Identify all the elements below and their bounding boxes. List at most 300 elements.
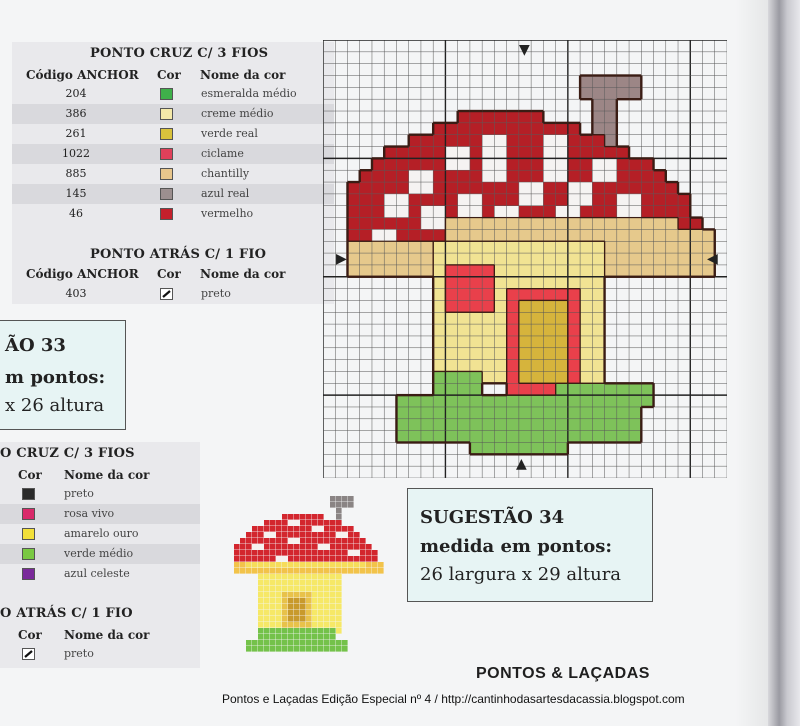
preview-stitch bbox=[246, 562, 252, 568]
stitch-cell bbox=[531, 360, 543, 372]
anchor-code: 885 bbox=[65, 167, 87, 180]
legend-row bbox=[12, 144, 334, 164]
stitch-cell bbox=[519, 289, 531, 301]
stitch-cell bbox=[580, 395, 592, 407]
stitch-cell bbox=[543, 383, 555, 395]
stitch-cell bbox=[629, 407, 641, 419]
legend-row bbox=[12, 124, 334, 144]
preview-stitch bbox=[306, 622, 312, 628]
stitch-cell bbox=[617, 419, 629, 431]
stitch-cell bbox=[592, 360, 604, 372]
preview-stitch bbox=[288, 514, 294, 520]
stitch-cell bbox=[458, 360, 470, 372]
stitch-cell bbox=[433, 289, 445, 301]
stitch-cell bbox=[396, 241, 408, 253]
preview-stitch bbox=[288, 574, 294, 580]
stitch-cell bbox=[580, 135, 592, 147]
stitch-cell bbox=[470, 324, 482, 336]
stitch-cell bbox=[445, 395, 457, 407]
color-swatch bbox=[160, 108, 173, 120]
preview-stitch bbox=[288, 598, 294, 604]
preview-stitch bbox=[258, 646, 264, 652]
preview-stitch bbox=[270, 604, 276, 610]
stitch-cell bbox=[507, 111, 519, 123]
stitch-cell bbox=[433, 431, 445, 443]
preview-stitch bbox=[306, 646, 312, 652]
stitch-cell bbox=[580, 289, 592, 301]
preview-stitch bbox=[354, 556, 360, 562]
stitch-cell bbox=[409, 170, 421, 182]
stitch-cell bbox=[543, 289, 555, 301]
stitch-cell bbox=[507, 407, 519, 419]
stitch-cell bbox=[482, 158, 494, 170]
preview-stitch bbox=[318, 610, 324, 616]
preview-stitch bbox=[276, 634, 282, 640]
preview-stitch bbox=[318, 568, 324, 574]
stitch-cell bbox=[470, 348, 482, 360]
preview-stitch bbox=[276, 616, 282, 622]
color-name: preto bbox=[64, 647, 94, 660]
preview-stitch bbox=[264, 616, 270, 622]
stitch-cell bbox=[568, 360, 580, 372]
preview-stitch bbox=[294, 520, 300, 526]
preview-stitch bbox=[246, 532, 252, 538]
stitch-cell bbox=[458, 383, 470, 395]
stitch-cell bbox=[421, 170, 433, 182]
preview-stitch bbox=[330, 598, 336, 604]
preview-stitch bbox=[240, 556, 246, 562]
preview-stitch bbox=[336, 550, 342, 556]
stitch-cell bbox=[458, 371, 470, 383]
stitch-cell bbox=[347, 182, 359, 194]
preview-stitch bbox=[312, 610, 318, 616]
stitch-cell bbox=[641, 265, 653, 277]
legend-top bbox=[12, 42, 334, 304]
stitch-cell bbox=[519, 371, 531, 383]
stitch-cell bbox=[592, 277, 604, 289]
preview-stitch bbox=[300, 556, 306, 562]
preview-stitch bbox=[312, 544, 318, 550]
preview-stitch bbox=[282, 556, 288, 562]
stitch-cell bbox=[396, 218, 408, 230]
preview-stitch bbox=[258, 640, 264, 646]
preview-stitch bbox=[324, 610, 330, 616]
stitch-cell bbox=[531, 419, 543, 431]
stitch-cell bbox=[445, 253, 457, 265]
preview-stitch bbox=[330, 538, 336, 544]
preview-stitch bbox=[252, 538, 258, 544]
preview-stitch bbox=[288, 526, 294, 532]
stitch-cell bbox=[421, 147, 433, 159]
preview-stitch bbox=[318, 634, 324, 640]
suggestion-33-box bbox=[0, 320, 126, 430]
stitch-cell bbox=[470, 170, 482, 182]
stitch-cell bbox=[384, 265, 396, 277]
preview-stitch bbox=[312, 634, 318, 640]
stitch-cell bbox=[568, 158, 580, 170]
stitch-cell bbox=[592, 99, 604, 111]
stitch-cell bbox=[678, 229, 690, 241]
stitch-cell bbox=[372, 206, 384, 218]
legend-back-title: PONTO ATRÁS C/ 1 FIO bbox=[90, 247, 267, 262]
stitch-cell bbox=[494, 407, 506, 419]
preview-stitch bbox=[306, 532, 312, 538]
stitch-cell bbox=[519, 407, 531, 419]
stitch-cell bbox=[458, 170, 470, 182]
preview-stitch bbox=[306, 598, 312, 604]
stitch-cell bbox=[641, 194, 653, 206]
stitch-cell bbox=[531, 407, 543, 419]
preview-stitch bbox=[270, 568, 276, 574]
stitch-cell bbox=[543, 147, 555, 159]
legend-bottom-back-title: O ATRÁS C/ 1 FIO bbox=[0, 606, 133, 621]
stitch-cell bbox=[494, 265, 506, 277]
preview-stitch bbox=[252, 646, 258, 652]
stitch-cell bbox=[678, 206, 690, 218]
preview-stitch bbox=[294, 604, 300, 610]
stitch-cell bbox=[458, 289, 470, 301]
stitch-cell bbox=[568, 253, 580, 265]
preview-stitch bbox=[306, 634, 312, 640]
stitch-cell bbox=[482, 182, 494, 194]
preview-stitch bbox=[246, 640, 252, 646]
stitch-cell bbox=[470, 431, 482, 443]
stitch-cell bbox=[629, 431, 641, 443]
suggestion-33-measure-label: m pontos: bbox=[5, 367, 106, 388]
stitch-cell bbox=[654, 218, 666, 230]
stitch-cell bbox=[629, 87, 641, 99]
preview-stitch bbox=[276, 622, 282, 628]
anchor-code: 403 bbox=[65, 287, 87, 300]
color-swatch bbox=[160, 148, 173, 160]
legend-col-code: Código ANCHOR bbox=[26, 68, 139, 82]
stitch-cell bbox=[396, 431, 408, 443]
stitch-cell bbox=[605, 419, 617, 431]
stitch-cell bbox=[507, 147, 519, 159]
preview-stitch bbox=[306, 514, 312, 520]
stitch-cell bbox=[445, 170, 457, 182]
stitch-cell bbox=[556, 324, 568, 336]
stitch-cell bbox=[580, 87, 592, 99]
preview-stitch bbox=[372, 562, 378, 568]
preview-stitch bbox=[264, 598, 270, 604]
preview-stitch bbox=[264, 580, 270, 586]
preview-stitch bbox=[246, 556, 252, 562]
stitch-cell bbox=[568, 277, 580, 289]
preview-stitch bbox=[336, 568, 342, 574]
preview-stitch bbox=[288, 610, 294, 616]
stitch-cell bbox=[531, 312, 543, 324]
color-swatch bbox=[160, 208, 173, 220]
preview-stitch bbox=[330, 634, 336, 640]
stitch-cell bbox=[494, 312, 506, 324]
stitch-cell bbox=[666, 206, 678, 218]
stitch-cell bbox=[519, 324, 531, 336]
stitch-cell bbox=[482, 431, 494, 443]
preview-stitch bbox=[276, 628, 282, 634]
stitch-cell bbox=[641, 218, 653, 230]
preview-stitch bbox=[294, 550, 300, 556]
stitch-cell bbox=[458, 206, 470, 218]
preview-stitch bbox=[264, 568, 270, 574]
stitch-cell bbox=[641, 241, 653, 253]
preview-stitch bbox=[282, 538, 288, 544]
stitch-cell bbox=[617, 253, 629, 265]
preview-stitch bbox=[276, 520, 282, 526]
preview-stitch bbox=[282, 586, 288, 592]
legend-row bbox=[12, 284, 334, 304]
preview-stitch bbox=[324, 574, 330, 580]
stitch-cell bbox=[384, 206, 396, 218]
stitch-cell bbox=[494, 348, 506, 360]
preview-stitch bbox=[318, 646, 324, 652]
preview-stitch bbox=[342, 568, 348, 574]
preview-stitch bbox=[288, 550, 294, 556]
legend-row bbox=[0, 544, 200, 564]
preview-stitch bbox=[300, 640, 306, 646]
preview-stitch bbox=[336, 538, 342, 544]
stitch-cell bbox=[470, 206, 482, 218]
preview-stitch bbox=[282, 634, 288, 640]
stitch-cell bbox=[580, 253, 592, 265]
preview-stitch bbox=[258, 562, 264, 568]
stitch-cell bbox=[396, 147, 408, 159]
preview-stitch bbox=[336, 646, 342, 652]
legend-back-col-code: Código ANCHOR bbox=[26, 267, 139, 281]
stitch-cell bbox=[494, 336, 506, 348]
stitch-cell bbox=[433, 395, 445, 407]
stitch-cell bbox=[421, 194, 433, 206]
stitch-cell bbox=[507, 383, 519, 395]
stitch-cell bbox=[568, 312, 580, 324]
stitch-cell bbox=[592, 218, 604, 230]
preview-stitch bbox=[342, 550, 348, 556]
stitch-cell bbox=[445, 229, 457, 241]
preview-stitch bbox=[318, 574, 324, 580]
stitch-cell bbox=[592, 253, 604, 265]
stitch-cell bbox=[458, 218, 470, 230]
preview-stitch bbox=[306, 580, 312, 586]
stitch-cell bbox=[470, 395, 482, 407]
stitch-cell bbox=[556, 407, 568, 419]
preview-stitch bbox=[306, 586, 312, 592]
preview-stitch bbox=[270, 538, 276, 544]
preview-stitch bbox=[336, 532, 342, 538]
preview-stitch bbox=[288, 646, 294, 652]
stitch-cell bbox=[617, 265, 629, 277]
stitch-cell bbox=[482, 218, 494, 230]
stitch-cell bbox=[396, 395, 408, 407]
stitch-cell bbox=[458, 348, 470, 360]
color-swatch bbox=[22, 648, 35, 660]
stitch-cell bbox=[470, 383, 482, 395]
preview-stitch bbox=[276, 574, 282, 580]
stitch-cell bbox=[605, 135, 617, 147]
stitch-cell bbox=[531, 289, 543, 301]
stitch-cell bbox=[494, 289, 506, 301]
preview-stitch bbox=[276, 538, 282, 544]
preview-stitch bbox=[246, 550, 252, 556]
stitch-cell bbox=[629, 241, 641, 253]
color-swatch bbox=[22, 568, 35, 580]
preview-stitch bbox=[270, 562, 276, 568]
stitch-cell bbox=[592, 123, 604, 135]
stitch-cell bbox=[482, 253, 494, 265]
stitch-cell bbox=[458, 407, 470, 419]
legend-row bbox=[0, 484, 200, 504]
legend-row bbox=[12, 104, 334, 124]
stitch-cell bbox=[482, 360, 494, 372]
stitch-cell bbox=[629, 395, 641, 407]
preview-stitch bbox=[276, 562, 282, 568]
preview-stitch bbox=[348, 568, 354, 574]
preview-stitch bbox=[360, 538, 366, 544]
stitch-cell bbox=[690, 265, 702, 277]
preview-stitch bbox=[324, 568, 330, 574]
stitch-cell bbox=[360, 206, 372, 218]
preview-stitch bbox=[264, 556, 270, 562]
stitch-cell bbox=[629, 76, 641, 88]
stitch-cell bbox=[519, 218, 531, 230]
stitch-cell bbox=[580, 265, 592, 277]
preview-stitch bbox=[360, 568, 366, 574]
stitch-cell bbox=[592, 76, 604, 88]
stitch-cell bbox=[384, 182, 396, 194]
stitch-cell bbox=[372, 253, 384, 265]
preview-stitch bbox=[282, 580, 288, 586]
stitch-cell bbox=[543, 407, 555, 419]
stitch-cell bbox=[433, 324, 445, 336]
preview-stitch bbox=[300, 550, 306, 556]
stitch-cell bbox=[543, 336, 555, 348]
stitch-cell bbox=[654, 229, 666, 241]
preview-stitch bbox=[336, 628, 342, 634]
stitch-cell bbox=[641, 206, 653, 218]
preview-stitch bbox=[288, 592, 294, 598]
preview-stitch bbox=[378, 568, 384, 574]
stitch-cell bbox=[580, 312, 592, 324]
stitch-cell bbox=[605, 158, 617, 170]
preview-stitch bbox=[276, 550, 282, 556]
stitch-cell bbox=[641, 182, 653, 194]
stitch-cell bbox=[409, 135, 421, 147]
preview-stitch bbox=[294, 556, 300, 562]
preview-stitch bbox=[342, 532, 348, 538]
preview-stitch bbox=[318, 598, 324, 604]
preview-stitch bbox=[234, 550, 240, 556]
stitch-cell bbox=[654, 194, 666, 206]
stitch-cell bbox=[556, 300, 568, 312]
stitch-cell bbox=[568, 383, 580, 395]
stitch-cell bbox=[445, 419, 457, 431]
stitch-cell bbox=[360, 218, 372, 230]
preview-stitch bbox=[354, 568, 360, 574]
preview-stitch bbox=[306, 544, 312, 550]
stitch-cell bbox=[580, 407, 592, 419]
stitch-cell bbox=[580, 170, 592, 182]
preview-stitch bbox=[336, 640, 342, 646]
stitch-cell bbox=[556, 312, 568, 324]
stitch-cell bbox=[421, 135, 433, 147]
stitch-cell bbox=[360, 194, 372, 206]
stitch-cell bbox=[605, 407, 617, 419]
stitch-cell bbox=[629, 419, 641, 431]
stitch-cell bbox=[421, 218, 433, 230]
preview-stitch bbox=[264, 550, 270, 556]
preview-stitch bbox=[354, 538, 360, 544]
legend-row bbox=[0, 524, 200, 544]
stitch-cell bbox=[605, 111, 617, 123]
stitch-cell bbox=[384, 147, 396, 159]
anchor-code: 204 bbox=[65, 87, 87, 100]
stitch-cell bbox=[629, 170, 641, 182]
preview-stitch bbox=[342, 556, 348, 562]
stitch-cell bbox=[568, 135, 580, 147]
preview-stitch bbox=[330, 604, 336, 610]
stitch-cell bbox=[347, 229, 359, 241]
preview-stitch bbox=[264, 634, 270, 640]
stitch-cell bbox=[494, 123, 506, 135]
stitch-cell bbox=[482, 442, 494, 454]
stitch-cell bbox=[482, 206, 494, 218]
preview-stitch bbox=[306, 592, 312, 598]
preview-stitch bbox=[318, 616, 324, 622]
preview-stitch bbox=[276, 598, 282, 604]
preview-stitch bbox=[270, 634, 276, 640]
preview-stitch bbox=[258, 628, 264, 634]
stitch-cell bbox=[458, 265, 470, 277]
stitch-cell bbox=[507, 348, 519, 360]
stitch-cell bbox=[445, 431, 457, 443]
preview-stitch bbox=[336, 496, 342, 502]
preview-stitch bbox=[330, 640, 336, 646]
stitch-cell bbox=[409, 241, 421, 253]
stitch-cell bbox=[519, 123, 531, 135]
stitch-cell bbox=[617, 395, 629, 407]
preview-stitch bbox=[324, 592, 330, 598]
stitch-cell bbox=[629, 253, 641, 265]
stitch-cell bbox=[507, 218, 519, 230]
stitch-cell bbox=[568, 371, 580, 383]
stitch-cell bbox=[568, 194, 580, 206]
preview-stitch bbox=[360, 562, 366, 568]
preview-stitch bbox=[276, 586, 282, 592]
preview-stitch bbox=[330, 568, 336, 574]
preview-stitch bbox=[312, 526, 318, 532]
stitch-cell bbox=[494, 182, 506, 194]
preview-stitch bbox=[318, 520, 324, 526]
stitch-cell bbox=[666, 253, 678, 265]
preview-stitch bbox=[282, 526, 288, 532]
stitch-cell bbox=[519, 158, 531, 170]
stitch-cell bbox=[580, 218, 592, 230]
stitch-cell bbox=[507, 371, 519, 383]
chart-grid-svg bbox=[323, 40, 727, 478]
preview-stitch bbox=[312, 538, 318, 544]
preview-stitch bbox=[294, 586, 300, 592]
stitch-cell bbox=[531, 206, 543, 218]
stitch-cell bbox=[482, 170, 494, 182]
preview-stitch bbox=[330, 616, 336, 622]
preview-stitch bbox=[330, 610, 336, 616]
stitch-cell bbox=[592, 395, 604, 407]
stitch-cell bbox=[605, 206, 617, 218]
stitch-cell bbox=[458, 336, 470, 348]
preview-stitch bbox=[270, 610, 276, 616]
stitch-cell bbox=[605, 229, 617, 241]
stitch-cell bbox=[580, 241, 592, 253]
stitch-cell bbox=[470, 312, 482, 324]
